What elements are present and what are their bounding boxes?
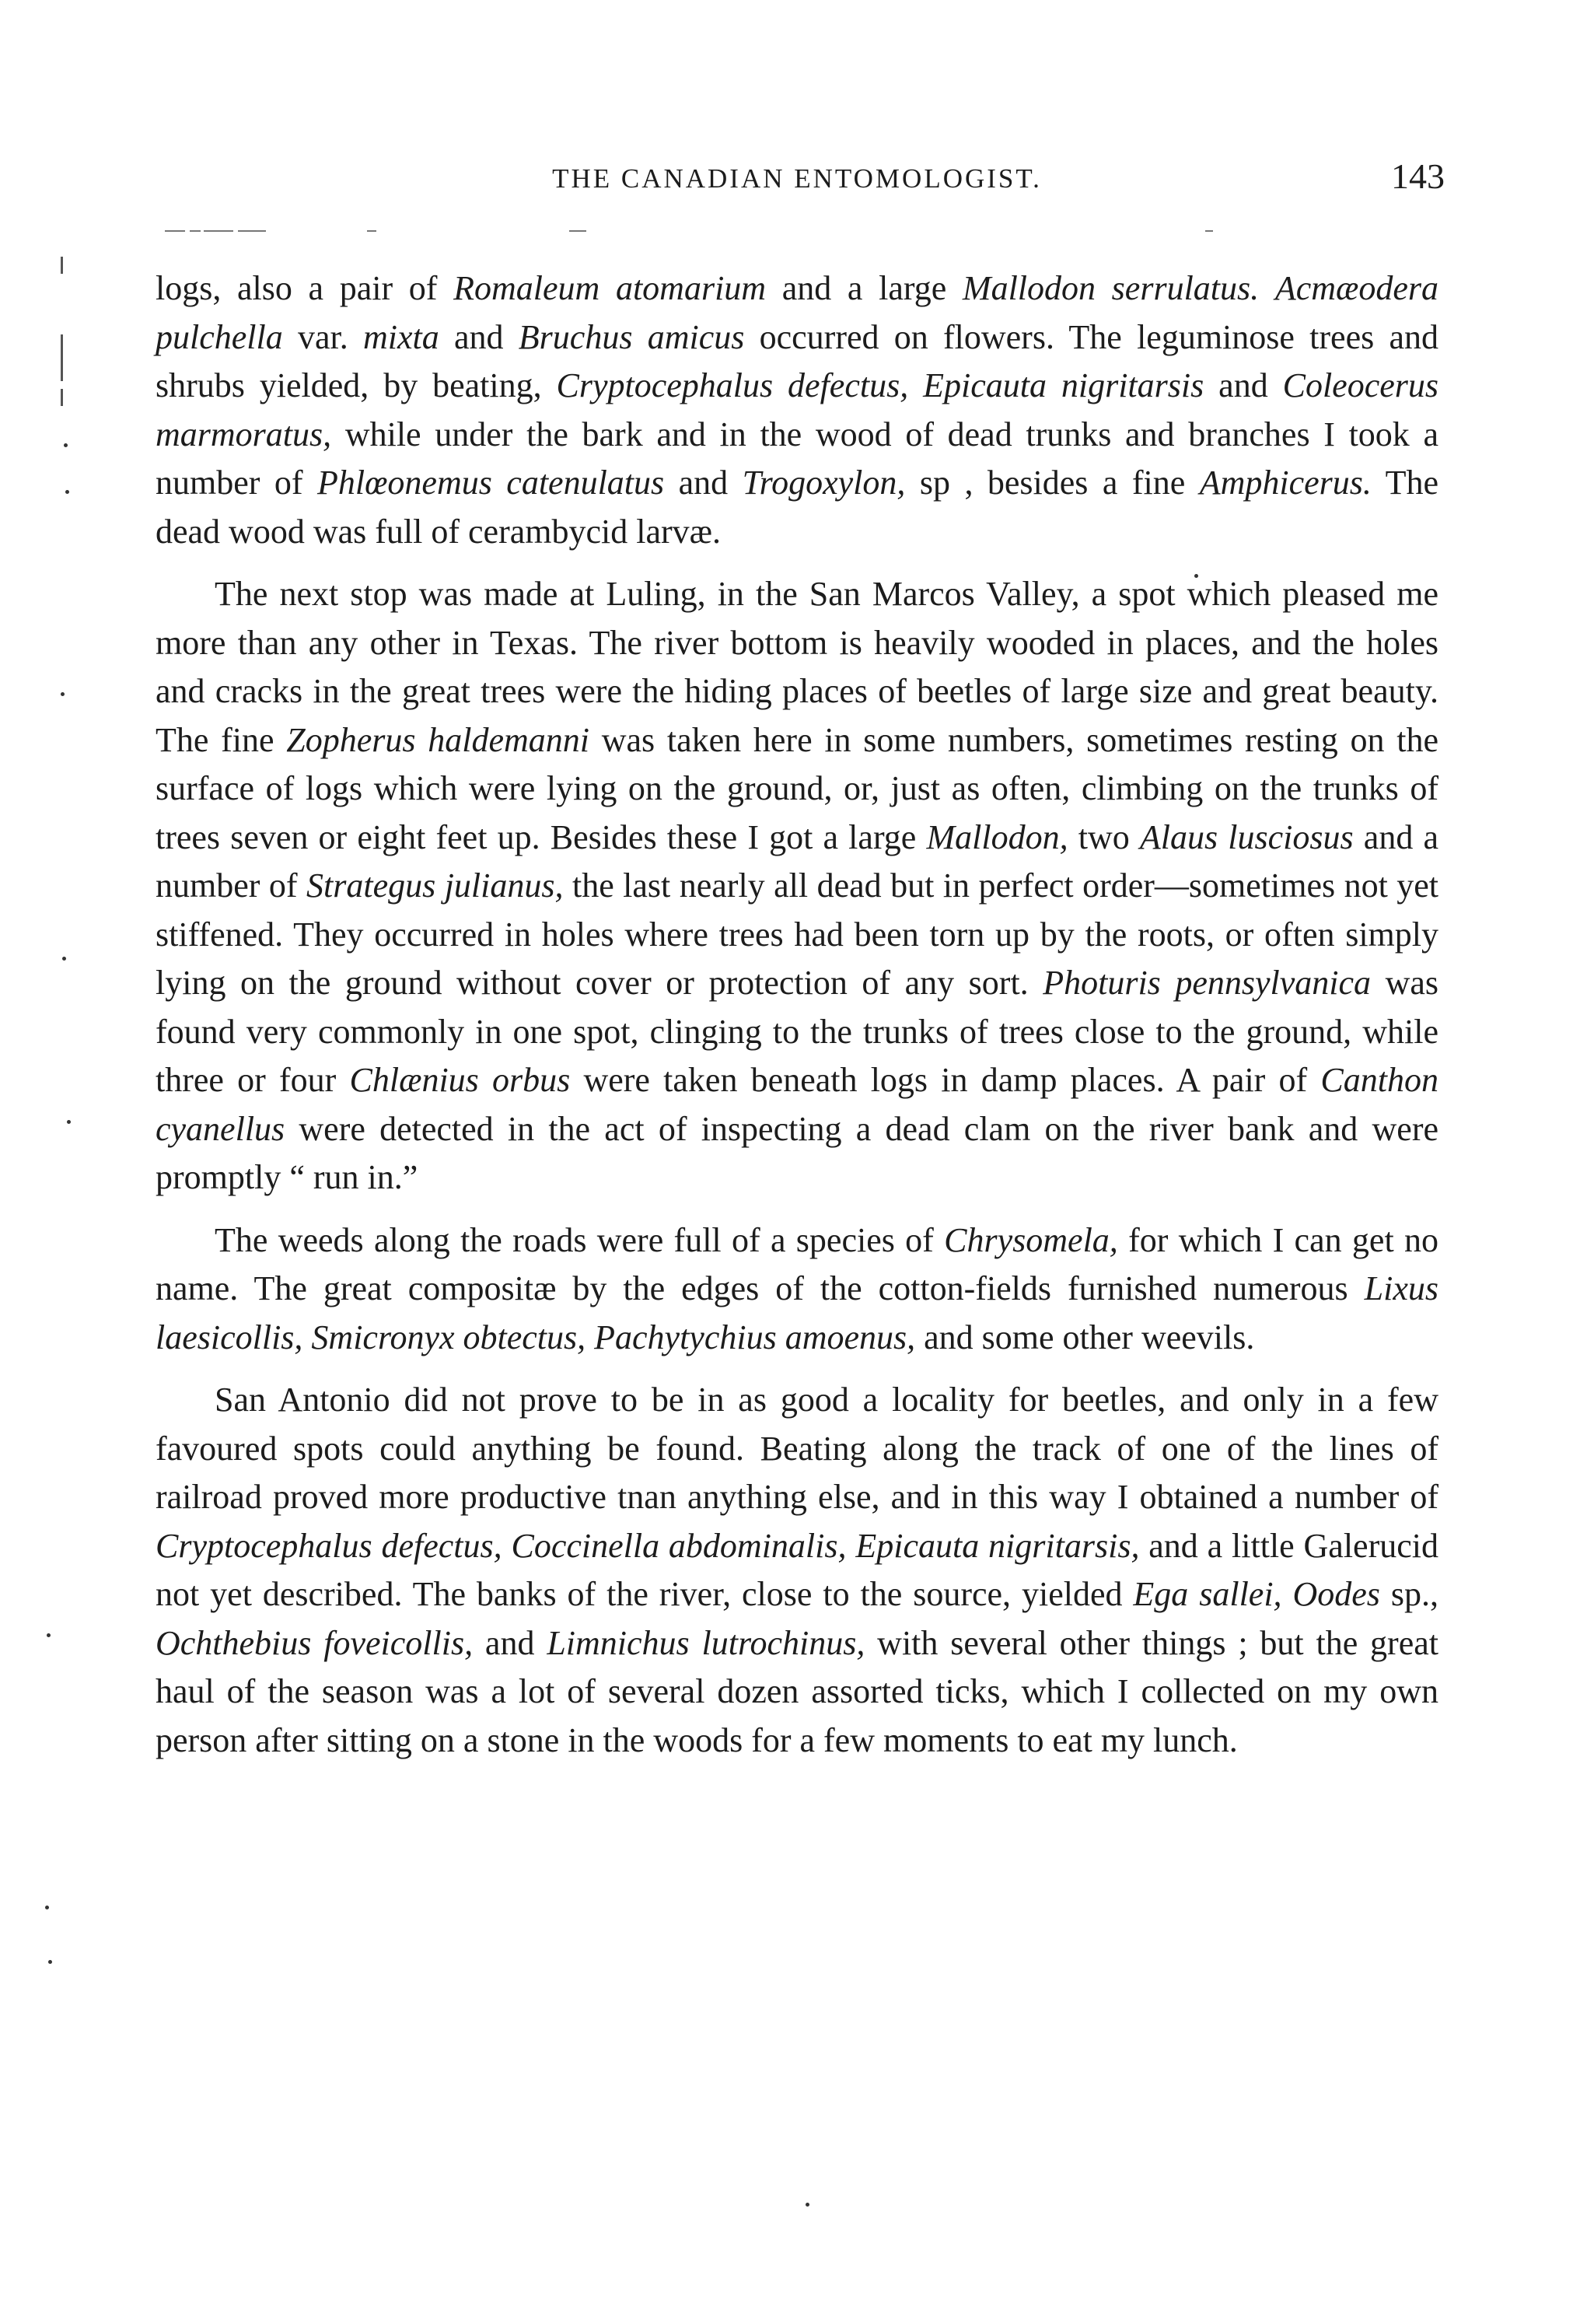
text-run: were detected in the act of inspecting a dead clam on the river bank and were promptly “ run in.” — [156, 1109, 1438, 1196]
italic-taxon-name: Mallodon, — [926, 817, 1068, 856]
speck — [45, 1906, 49, 1909]
header-rule-dash — [190, 230, 201, 232]
text-run: The next stop was made at Luling, in the San Marcos Valley, a spot which pleased me more than any other in Texas. The river bottom is heavily wooded in places, and the holes and cracks in the great trees were the hiding places of beetles of large size and great beauty. The fine — [156, 575, 1438, 759]
text-run: and a little Galerucid not yet described. The banks of the river, close to the source, yielded — [156, 1526, 1438, 1613]
text-run: was taken here in some numbers, sometimes resting on the surface of logs which were lying on the ground, or, just as often, climbing on the trunks of trees seven or eight feet up. Besides these I got a large — [156, 720, 1439, 856]
paragraph — [156, 1216, 1438, 1363]
italic-taxon-name: Strategus julianus, — [306, 866, 564, 905]
italic-taxon-name: Cryptocephalus defectus, Coccinella abdominalis, Epicauta nigritarsis, — [156, 1526, 1140, 1565]
text-run: and — [473, 1623, 547, 1662]
italic-taxon-name: Chlænius orbus — [349, 1061, 571, 1099]
text-run: were taken beneath logs in damp places. A pair of — [570, 1061, 1321, 1099]
italic-taxon-name: Bruchus amicus — [518, 317, 745, 356]
text-run: for which I can get no name. The great compositæ by the edges of the cotton-fields furnished numerous — [156, 1220, 1438, 1307]
italic-taxon-name: Lixus laesicollis, Smicronyx obtectus, Pachytychius amoenus, — [156, 1269, 1438, 1356]
italic-taxon-name: Coleocerus marmoratus, — [156, 366, 1438, 453]
italic-taxon-name: Ochthebius foveicollis, — [156, 1623, 474, 1662]
text-run: and — [664, 464, 743, 502]
text-run: while under the bark and in the wood of dead trunks and branches I took a number of — [156, 415, 1438, 502]
italic-taxon-name: Romaleum atomarium — [453, 269, 767, 307]
header-rule-dash — [204, 230, 233, 232]
text-run: with several other things ; but the great haul of the season was a lot of several dozen assorted ticks, which I collected on my own person after sitting on a stone in the woods for a few moments to eat my lunch. — [156, 1623, 1438, 1759]
text-run: The weeds along the roads were full of a species of — [215, 1220, 945, 1259]
italic-taxon-name: mixta — [363, 317, 439, 356]
paragraph — [156, 570, 1438, 1202]
speck — [806, 2203, 809, 2207]
text-run: logs, also a pair of — [156, 269, 454, 307]
italic-taxon-name: Photuris pennsylvanica — [1043, 964, 1372, 1002]
text-run: var. — [282, 317, 363, 356]
header-rule-dash — [1205, 230, 1213, 232]
text-run: and a large — [766, 269, 963, 307]
page-number: 143 — [1391, 156, 1445, 196]
article-body — [156, 264, 1438, 1779]
running-title: THE CANADIAN ENTOMOLOGIST. — [552, 163, 1042, 194]
italic-taxon-name: Phlœonemus catenulatus — [316, 464, 665, 502]
italic-taxon-name: Mallodon serrulatus. — [962, 269, 1260, 307]
margin-mark — [61, 257, 63, 274]
header-rule-dash — [367, 230, 376, 232]
italic-taxon-name: Canthon cyanellus — [156, 1061, 1438, 1148]
italic-taxon-name: Cryptocephalus defectus, Epicauta nigritarsis — [556, 366, 1204, 404]
speck — [48, 1960, 52, 1964]
italic-taxon-name: Acmæodera pulchella — [156, 269, 1439, 356]
speck — [61, 692, 65, 696]
paragraph — [156, 1376, 1438, 1765]
text-run: and a number of — [156, 817, 1439, 905]
speck — [64, 443, 68, 447]
page — [156, 156, 1445, 1759]
italic-taxon-name: Alaus lusciosus — [1139, 817, 1354, 856]
running-head — [156, 156, 1445, 218]
text-run — [1259, 269, 1275, 307]
text-run: sp., — [1379, 1575, 1438, 1613]
speck — [62, 957, 66, 961]
margin-mark — [61, 389, 63, 406]
italic-taxon-name: Chrysomela, — [944, 1220, 1118, 1259]
text-run: was found very commonly in one spot, clinging to the trunks of trees close to the ground, while three or four — [156, 964, 1439, 1099]
italic-taxon-name: Zopherus haldemanni — [286, 720, 589, 759]
text-run: The dead wood was full of cerambycid larvæ. — [156, 464, 1438, 551]
speck — [65, 490, 69, 494]
text-run: and some other weevils. — [915, 1318, 1255, 1356]
paragraph — [156, 264, 1438, 556]
text-run: and — [1204, 366, 1283, 404]
text-run: San Antonio did not prove to be in as good a locality for beetles, and only in a few favoured spots could anything be found. Beating along the track of one of the lines of railroad proved more productive tnan anything else, and in this way I obtained a number of — [156, 1381, 1438, 1516]
header-rule-dash — [238, 230, 266, 232]
text-run: occurred on flowers. The leguminose trees and shrubs yielded, by beating, — [156, 317, 1439, 404]
italic-taxon-name: Amphicerus. — [1199, 464, 1372, 502]
italic-taxon-name: Ega sallei, Oodes — [1133, 1575, 1380, 1613]
text-run: two — [1068, 817, 1140, 856]
text-run: the last nearly all dead but in perfect order—sometimes not yet stiffened. They occurred in holes where trees had been torn up by the roots, or often simply lying on the ground without cover or protection of any sort. — [156, 866, 1439, 1002]
speck — [47, 1633, 51, 1637]
speck — [67, 1120, 71, 1124]
header-rule-dash — [165, 230, 185, 232]
margin-mark — [61, 334, 63, 381]
header-rule-dash — [569, 230, 586, 232]
italic-taxon-name: Limnichus lutrochinus, — [547, 1623, 865, 1662]
text-run: and — [439, 317, 519, 356]
italic-taxon-name: Trogoxylon, — [742, 464, 906, 502]
text-run: sp , besides a fine — [905, 464, 1200, 502]
